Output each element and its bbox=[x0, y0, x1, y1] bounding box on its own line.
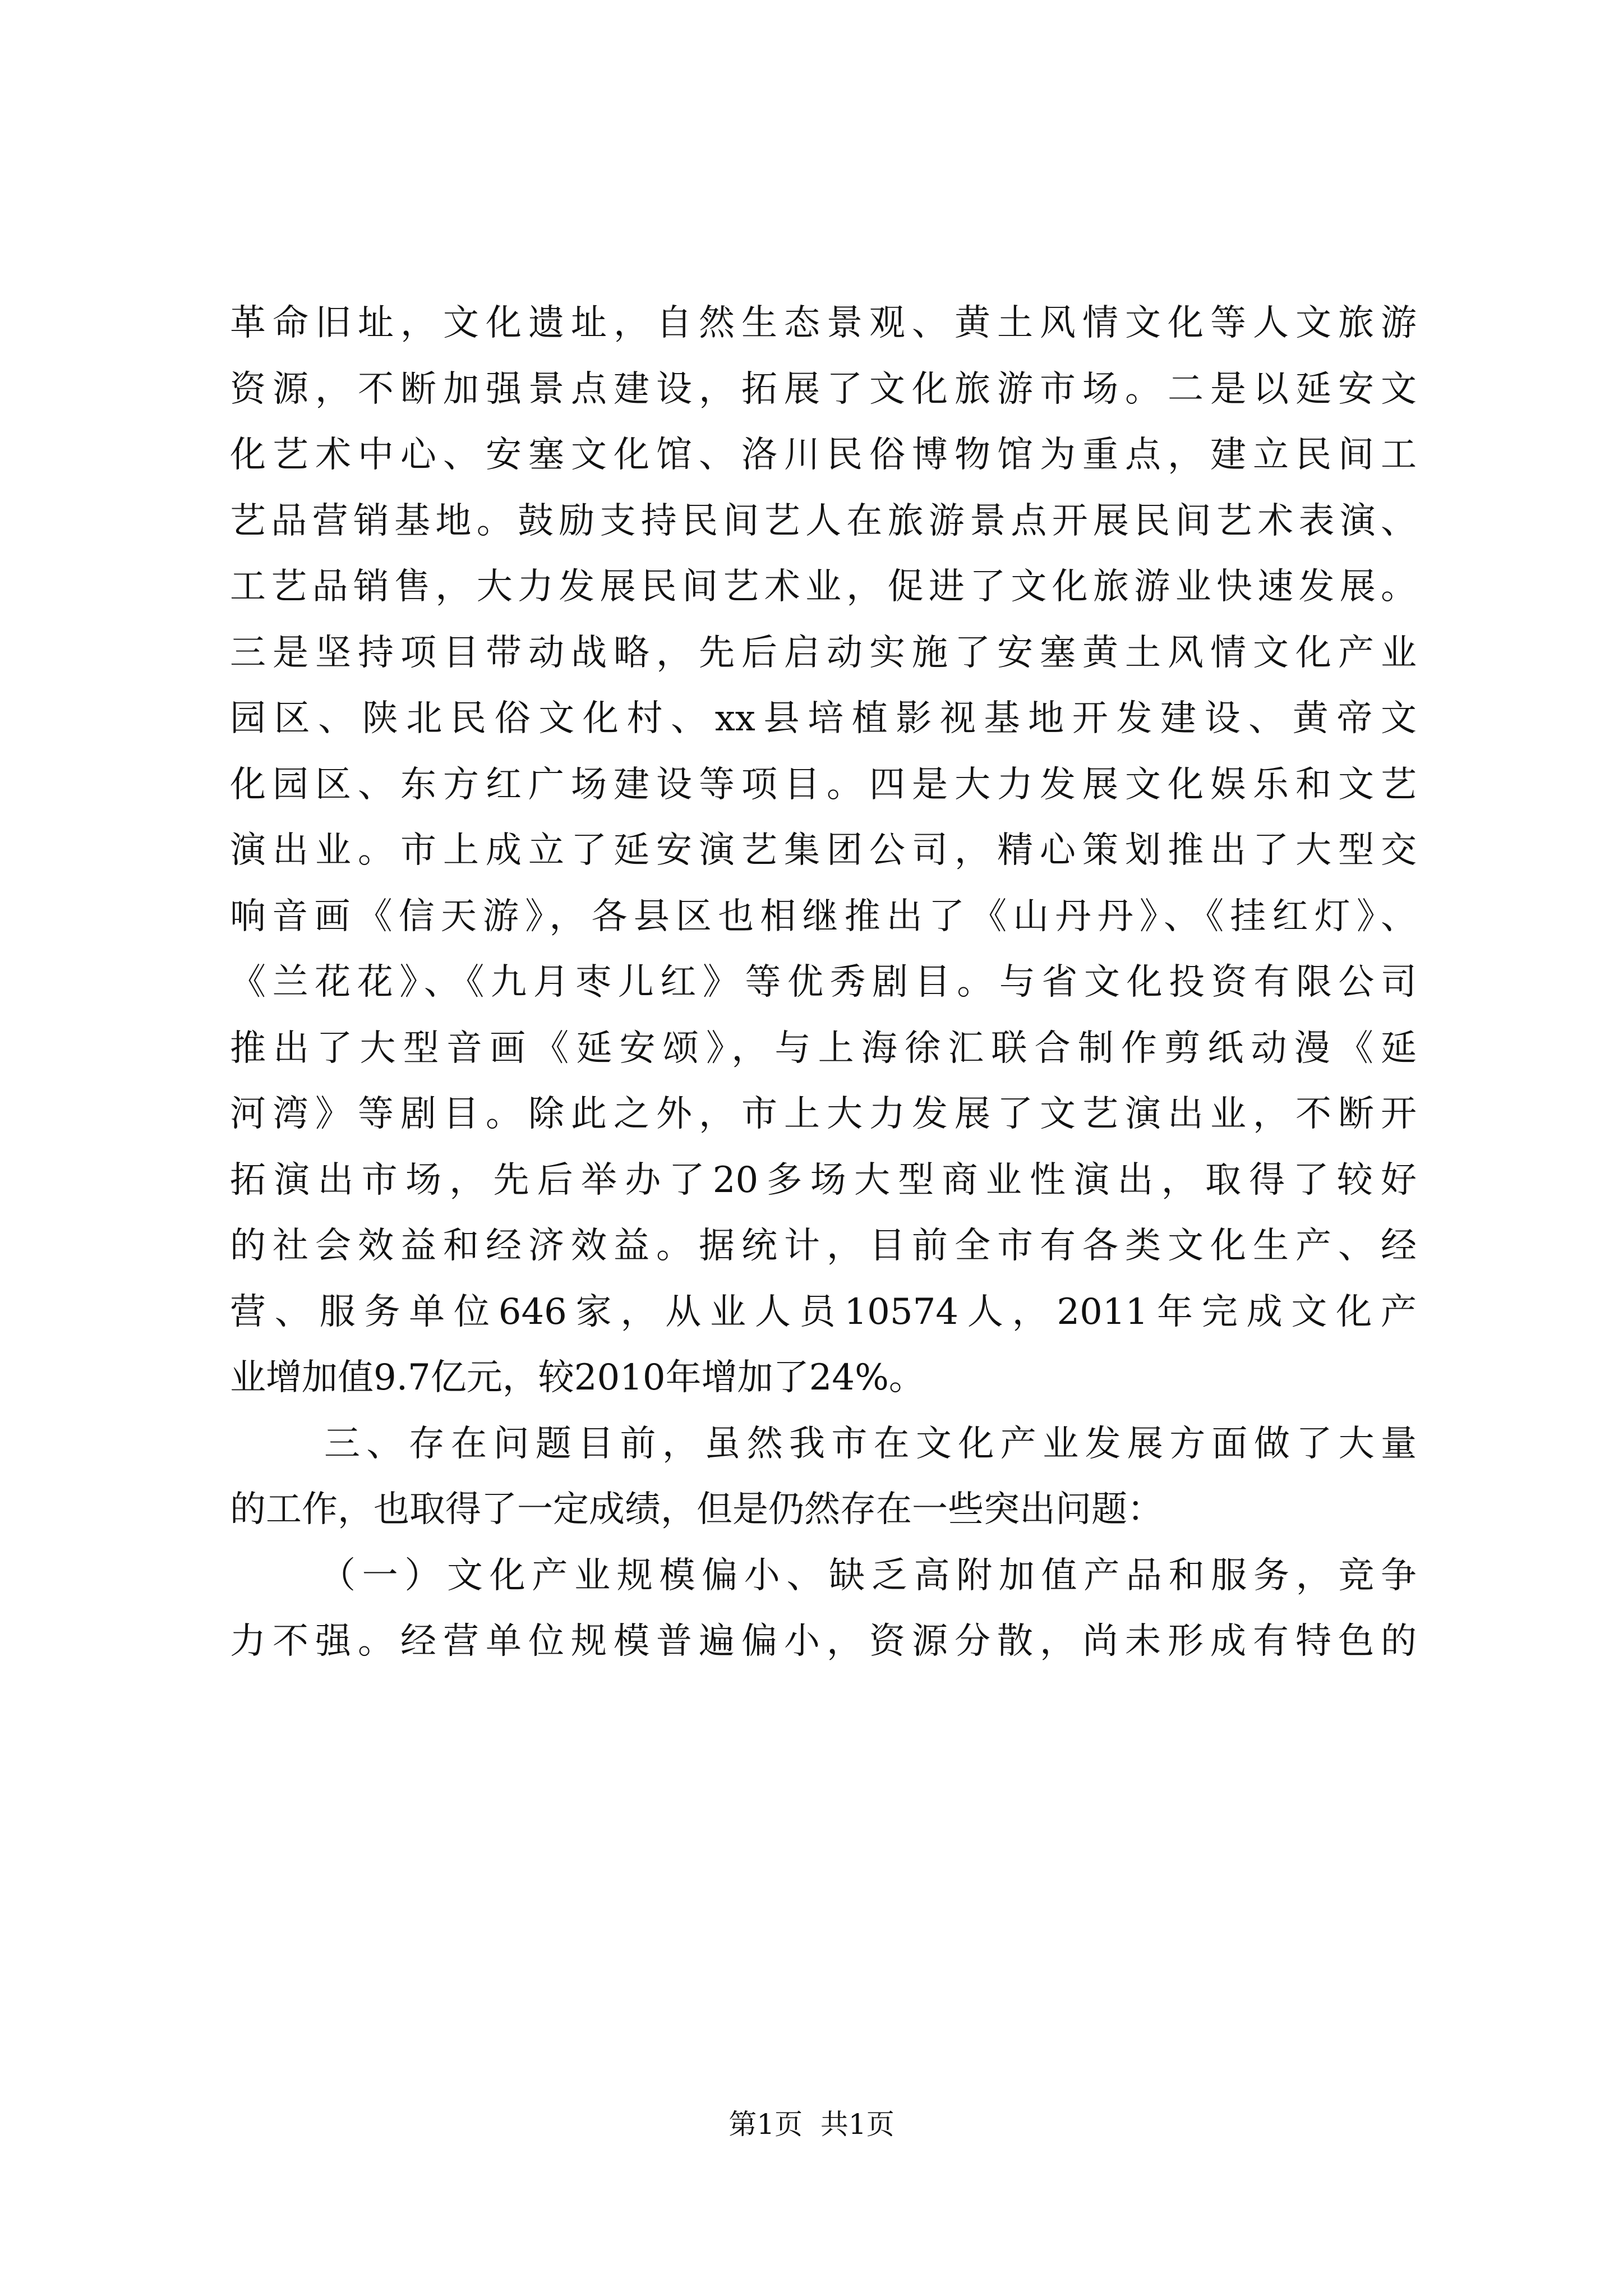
subsection-heading-line: （一）文化产业规模偏小、缺乏高附加值产品和服务，竞争 bbox=[320, 1554, 1417, 1596]
text-line: 营、服务单位646家，从业人员10574人，2011年完成文化产 bbox=[230, 1291, 1417, 1333]
text-line: 拓演出市场，先后举办了20多场大型商业性演出，取得了较好 bbox=[230, 1159, 1417, 1201]
section-heading-line: 三、存在问题目前，虽然我市在文化产业发展方面做了大量 bbox=[324, 1423, 1417, 1465]
text-line: 的工作，也取得了一定成绩，但是仍然存在一些突出问题： bbox=[230, 1489, 1163, 1530]
text-line: 《兰花花》、《九月枣儿红》等优秀剧目。与省文化投资有限公司 bbox=[230, 961, 1417, 1003]
text-line: 业增加值9.7亿元，较2010年增加了24%。 bbox=[230, 1357, 925, 1398]
text-line: 艺品营销基地。鼓励支持民间艺人在旅游景点开展民间艺术表演、 bbox=[230, 500, 1417, 542]
page-number-label: 第1页 共1页 bbox=[728, 2108, 895, 2141]
text-line: 资源，不断加强景点建设，拓展了文化旅游市场。二是以延安文 bbox=[230, 368, 1417, 410]
text-line: 的社会效益和经济效益。据统计，目前全市有各类文化生产、经 bbox=[230, 1225, 1417, 1267]
text-line: 化园区、东方红广场建设等项目。四是大力发展文化娱乐和文艺 bbox=[230, 763, 1417, 806]
document-body bbox=[230, 291, 1417, 1675]
text-line: 力不强。经营单位规模普遍偏小，资源分散，尚未形成有特色的 bbox=[230, 1621, 1417, 1662]
text-line: 革命旧址，文化遗址，自然生态景观、黄土风情文化等人文旅游 bbox=[230, 302, 1417, 344]
text-line: 响音画《信天游》，各县区也相继推出了《山丹丹》、《挂红灯》、 bbox=[230, 895, 1417, 937]
text-line: 推出了大型音画《延安颂》，与上海徐汇联合制作剪纸动漫《延 bbox=[230, 1027, 1417, 1069]
text-line: 化艺术中心、安塞文化馆、洛川民俗博物馆为重点，建立民间工 bbox=[230, 434, 1417, 476]
text-line: 园区、陕北民俗文化村、xx县培植影视基地开发建设、黄帝文 bbox=[230, 698, 1417, 739]
text-line: 工艺品销售，大力发展民间艺术业，促进了文化旅游业快速发展。 bbox=[230, 566, 1417, 608]
text-line: 河湾》等剧目。除此之外，市上大力发展了文艺演出业，不断开 bbox=[230, 1093, 1417, 1135]
text-line: 演出业。市上成立了延安演艺集团公司，精心策划推出了大型交 bbox=[230, 830, 1417, 871]
text-line: 三是坚持项目带动战略，先后启动实施了安塞黄土风情文化产业 bbox=[230, 632, 1417, 674]
page-footer bbox=[0, 2105, 1623, 2144]
